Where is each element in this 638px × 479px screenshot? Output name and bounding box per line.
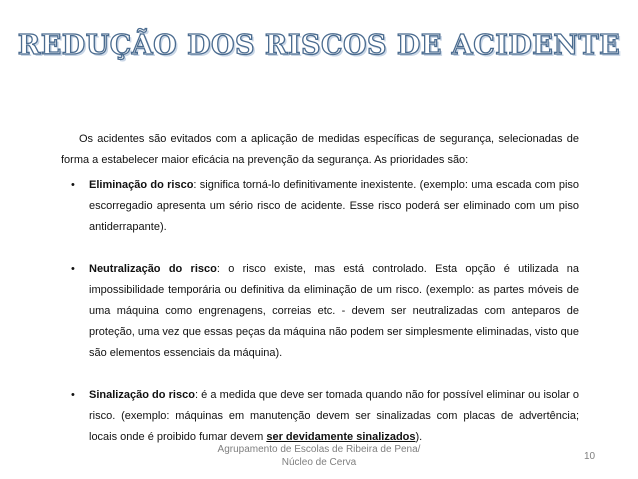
item-text: : o risco existe, mas está controlado. Esta opção é utilizada na impossibilidade temporária ou definitiva da eliminação de um risco. (exemplo: as partes móveis de uma máquina como engrenagens, correias etc. - devem ser neutralizadas com anteparos de proteção, uma vez que essas peças da máquina não podem ser simplesmente eliminadas, visto que são elementos essenciais da máquina). bbox=[89, 263, 580, 359]
list-item-signaling bbox=[71, 385, 579, 448]
item-text: : é a medida que deve ser tomada quando não for possível eliminar ou isolar o risco. (exemplo: máquinas em manutenção devem ser sinalizadas com placas de advertência; locais onde é proibido fumar devem bbox=[89, 389, 579, 443]
list-item-neutralization bbox=[71, 259, 579, 364]
bullet-icon: • bbox=[71, 263, 75, 275]
bullet-icon: • bbox=[71, 389, 75, 401]
item-text-end: ). bbox=[415, 431, 423, 443]
priority-list bbox=[71, 175, 579, 448]
slide-title: REDUÇÃO DOS RISCOS DE ACIDENTE bbox=[17, 30, 621, 61]
bullet-icon: • bbox=[71, 179, 75, 191]
item-text: : significa torná-lo definitivamente inexistente. (exemplo: uma escada com piso escorregadio apresenta um sério risco de acidente. Esse risco poderá ser eliminado com um piso antiderrapante). bbox=[89, 179, 580, 233]
item-term: Eliminação do risco bbox=[89, 179, 194, 191]
item-emphasis: ser devidamente sinalizados bbox=[266, 431, 416, 443]
footer-school-name: Agrupamento de Escolas de Ribeira de Pena/ Núcleo de Cerva bbox=[217, 444, 421, 468]
list-item-elimination bbox=[71, 175, 579, 238]
item-term: Neutralização do risco bbox=[89, 263, 217, 275]
item-term: Sinalização do risco bbox=[89, 389, 195, 401]
intro-paragraph: Os acidentes são evitados com a aplicação de medidas específicas de segurança, selecionadas de forma a estabelecer maior eficácia na prevenção da segurança. As prioridades são: bbox=[61, 133, 579, 166]
page-number: 10 bbox=[584, 451, 596, 462]
